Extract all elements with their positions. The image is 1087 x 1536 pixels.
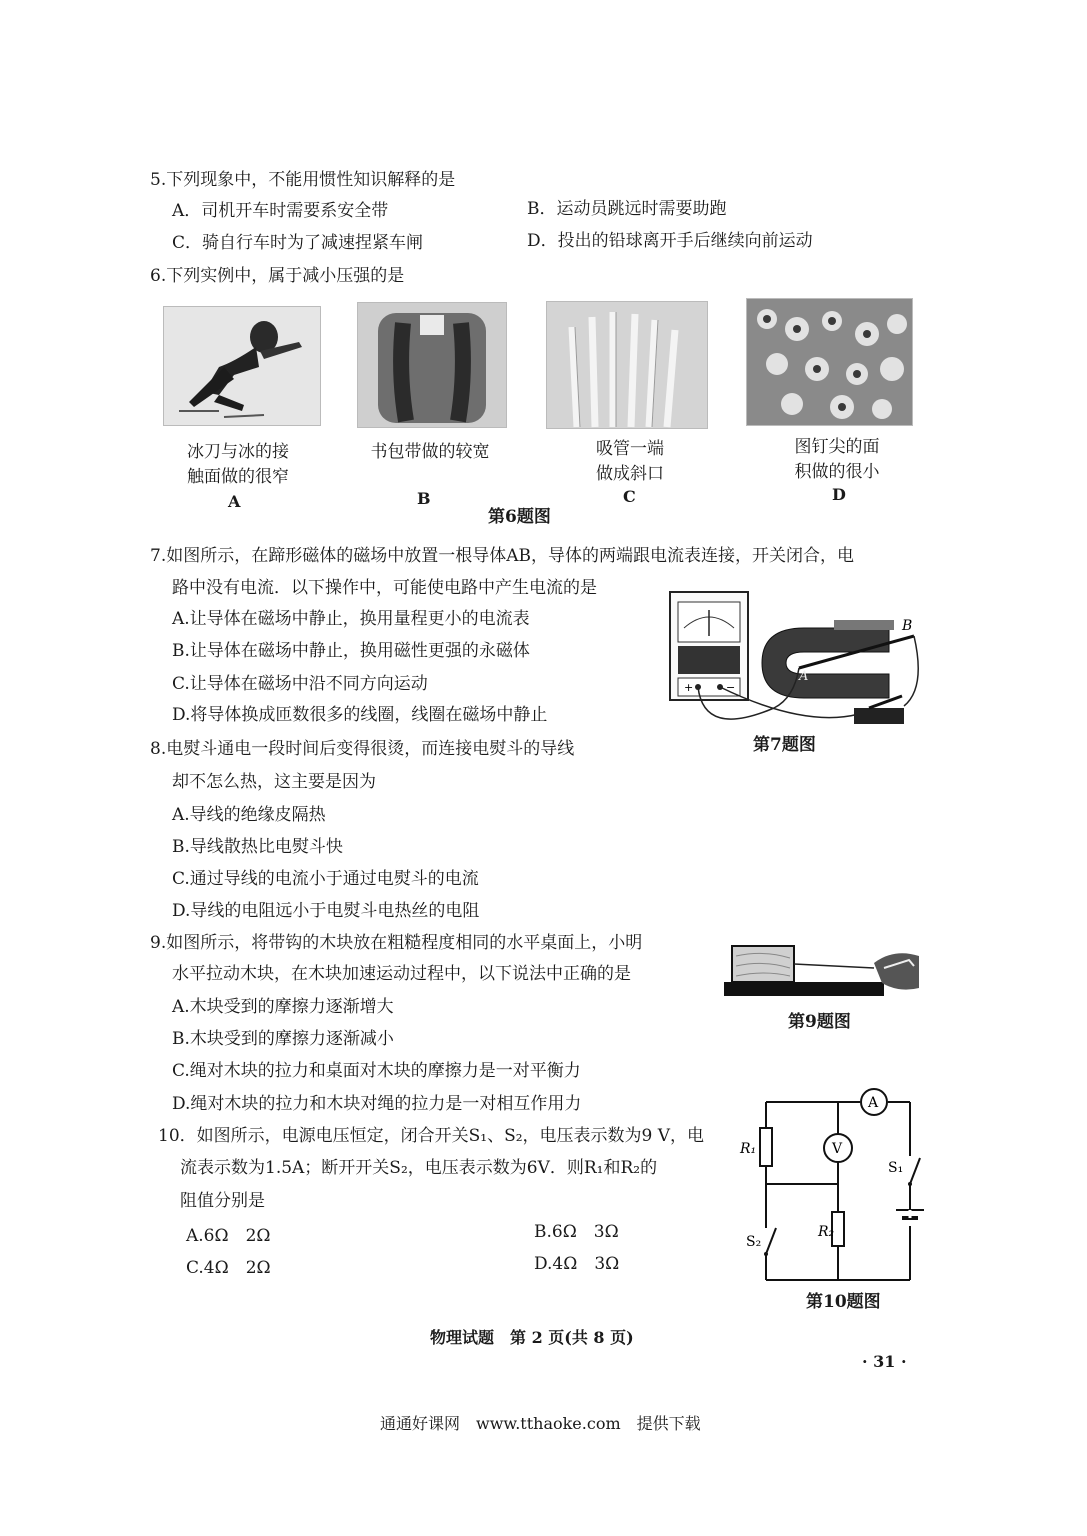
q6-b-line1: 书包带做的较宽 (370, 442, 490, 462)
q10-option-b: B.6Ω 3Ω (534, 1222, 619, 1242)
q9-option-b: B.木块受到的摩擦力逐渐减小 (172, 1029, 394, 1049)
q6-caption-b (355, 440, 505, 465)
q7-figure (664, 588, 924, 733)
meter-plus-label: + (684, 681, 694, 694)
thumbtacks-photo (746, 298, 913, 426)
q6-letter-b: B (417, 489, 431, 508)
q7-stem-line2: 路中没有电流．以下操作中，可能使电路中产生电流的是 (172, 578, 597, 598)
q7-option-d: D.将导体换成匝数很多的线圈，线圈在磁场中静止 (172, 705, 548, 725)
s2-label: S₂ (746, 1234, 762, 1250)
q6-figure-caption: 第6题图 (488, 507, 551, 527)
q7-figure-caption: 第7题图 (753, 735, 816, 755)
conductor-end-b: B (902, 618, 913, 634)
r2-label: R₂ (818, 1224, 835, 1240)
q6-d-line1: 图钉尖的面 (794, 437, 880, 457)
q8-stem-line2: 却不怎么热，这主要是因为 (172, 772, 376, 792)
page-footer-title: 物理试题 第 2 页(共 8 页) (430, 1328, 634, 1347)
q5-option-a: A．司机开车时需要系安全带 (172, 201, 389, 221)
page-number: · 31 · (862, 1352, 907, 1371)
q9-stem-line1: 9.如图所示，将带钩的木块放在粗糙程度相同的水平桌面上，小明 (150, 933, 643, 953)
s1-label: S₁ (888, 1160, 904, 1176)
q7-option-c: C.让导体在磁场中沿不同方向运动 (172, 674, 428, 694)
q10-option-d: D.4Ω 3Ω (534, 1254, 620, 1274)
q9-figure (724, 938, 924, 1008)
q10-option-c: C.4Ω 2Ω (186, 1258, 271, 1278)
q10-stem-line1: 10．如图所示，电源电压恒定，闭合开关S₁、S₂，电压表示数为9 V，电 (158, 1126, 705, 1146)
q6-c-line1: 吸管一端 (596, 439, 664, 459)
q10-circuit-diagram (738, 1088, 928, 1288)
q7-stem-line1: 7.如图所示，在蹄形磁体的磁场中放置一根导体AB，导体的两端跟电流表连接，开关闭合，电 (150, 546, 854, 566)
conductor-end-a: A (799, 669, 809, 684)
download-watermark: 通通好课网 www.tthaoke.com 提供下载 (380, 1414, 701, 1433)
speed-skater-photo (163, 306, 321, 426)
q8-option-c: C.通过导线的电流小于通过电熨斗的电流 (172, 869, 479, 889)
voltmeter-label: V (832, 1141, 843, 1157)
q9-option-d: D.绳对木块的拉力和木块对绳的拉力是一对相互作用力 (172, 1094, 582, 1114)
q8-option-d: D.导线的电阻远小于电熨斗电热丝的电阻 (172, 901, 480, 921)
q6-letter-d: D (832, 485, 846, 504)
q6-d-line2: 积做的很小 (794, 461, 880, 482)
q6-caption-d (775, 435, 899, 484)
straws-photo (546, 301, 708, 429)
q9-figure-caption: 第9题图 (788, 1012, 851, 1032)
meter-minus-label: − (726, 681, 736, 694)
q8-option-b: B.导线散热比电熨斗快 (172, 837, 343, 857)
backpack-photo (357, 302, 507, 428)
q5-option-d: D．投出的铅球离开手后继续向前运动 (527, 231, 813, 251)
q6-letter-c: C (623, 487, 636, 506)
q5-stem: 5.下列现象中，不能用惯性知识解释的是 (150, 170, 456, 190)
q9-stem-line2: 水平拉动木块，在木块加速运动过程中，以下说法中正确的是 (172, 964, 631, 984)
q6-stem: 6.下列实例中，属于减小压强的是 (150, 266, 405, 286)
q5-option-b: B．运动员跳远时需要助跑 (527, 199, 727, 219)
q6-caption-c (570, 437, 690, 486)
q10-stem-line3: 阻值分别是 (180, 1191, 265, 1211)
q6-caption-a (176, 440, 300, 489)
q6-c-line2: 做成斜口 (596, 463, 664, 484)
ammeter-label: A (868, 1095, 879, 1111)
q7-option-a: A.让导体在磁场中静止，换用量程更小的电流表 (172, 609, 530, 629)
q9-option-c: C.绳对木块的拉力和桌面对木块的摩擦力是一对平衡力 (172, 1061, 581, 1081)
q10-option-a: A.6Ω 2Ω (186, 1226, 271, 1246)
q6-letter-a: A (228, 492, 241, 511)
q6-a-line2: 触面做的很窄 (187, 466, 289, 487)
r1-label: R₁ (740, 1141, 757, 1157)
q10-stem-line2: 流表示数为1.5A；断开开关S₂，电压表示数为6V．则R₁和R₂的 (180, 1158, 658, 1178)
q6-a-line1: 冰刀与冰的接 (187, 442, 289, 462)
q5-option-c: C．骑自行车时为了减速捏紧车闸 (172, 233, 424, 253)
q9-option-a: A.木块受到的摩擦力逐渐增大 (172, 997, 394, 1017)
q10-figure-caption: 第10题图 (806, 1292, 881, 1312)
q8-stem-line1: 8.电熨斗通电一段时间后变得很烫，而连接电熨斗的导线 (150, 739, 575, 759)
q7-option-b: B.让导体在磁场中静止，换用磁性更强的永磁体 (172, 641, 530, 661)
q8-option-a: A.导线的绝缘皮隔热 (172, 805, 326, 825)
